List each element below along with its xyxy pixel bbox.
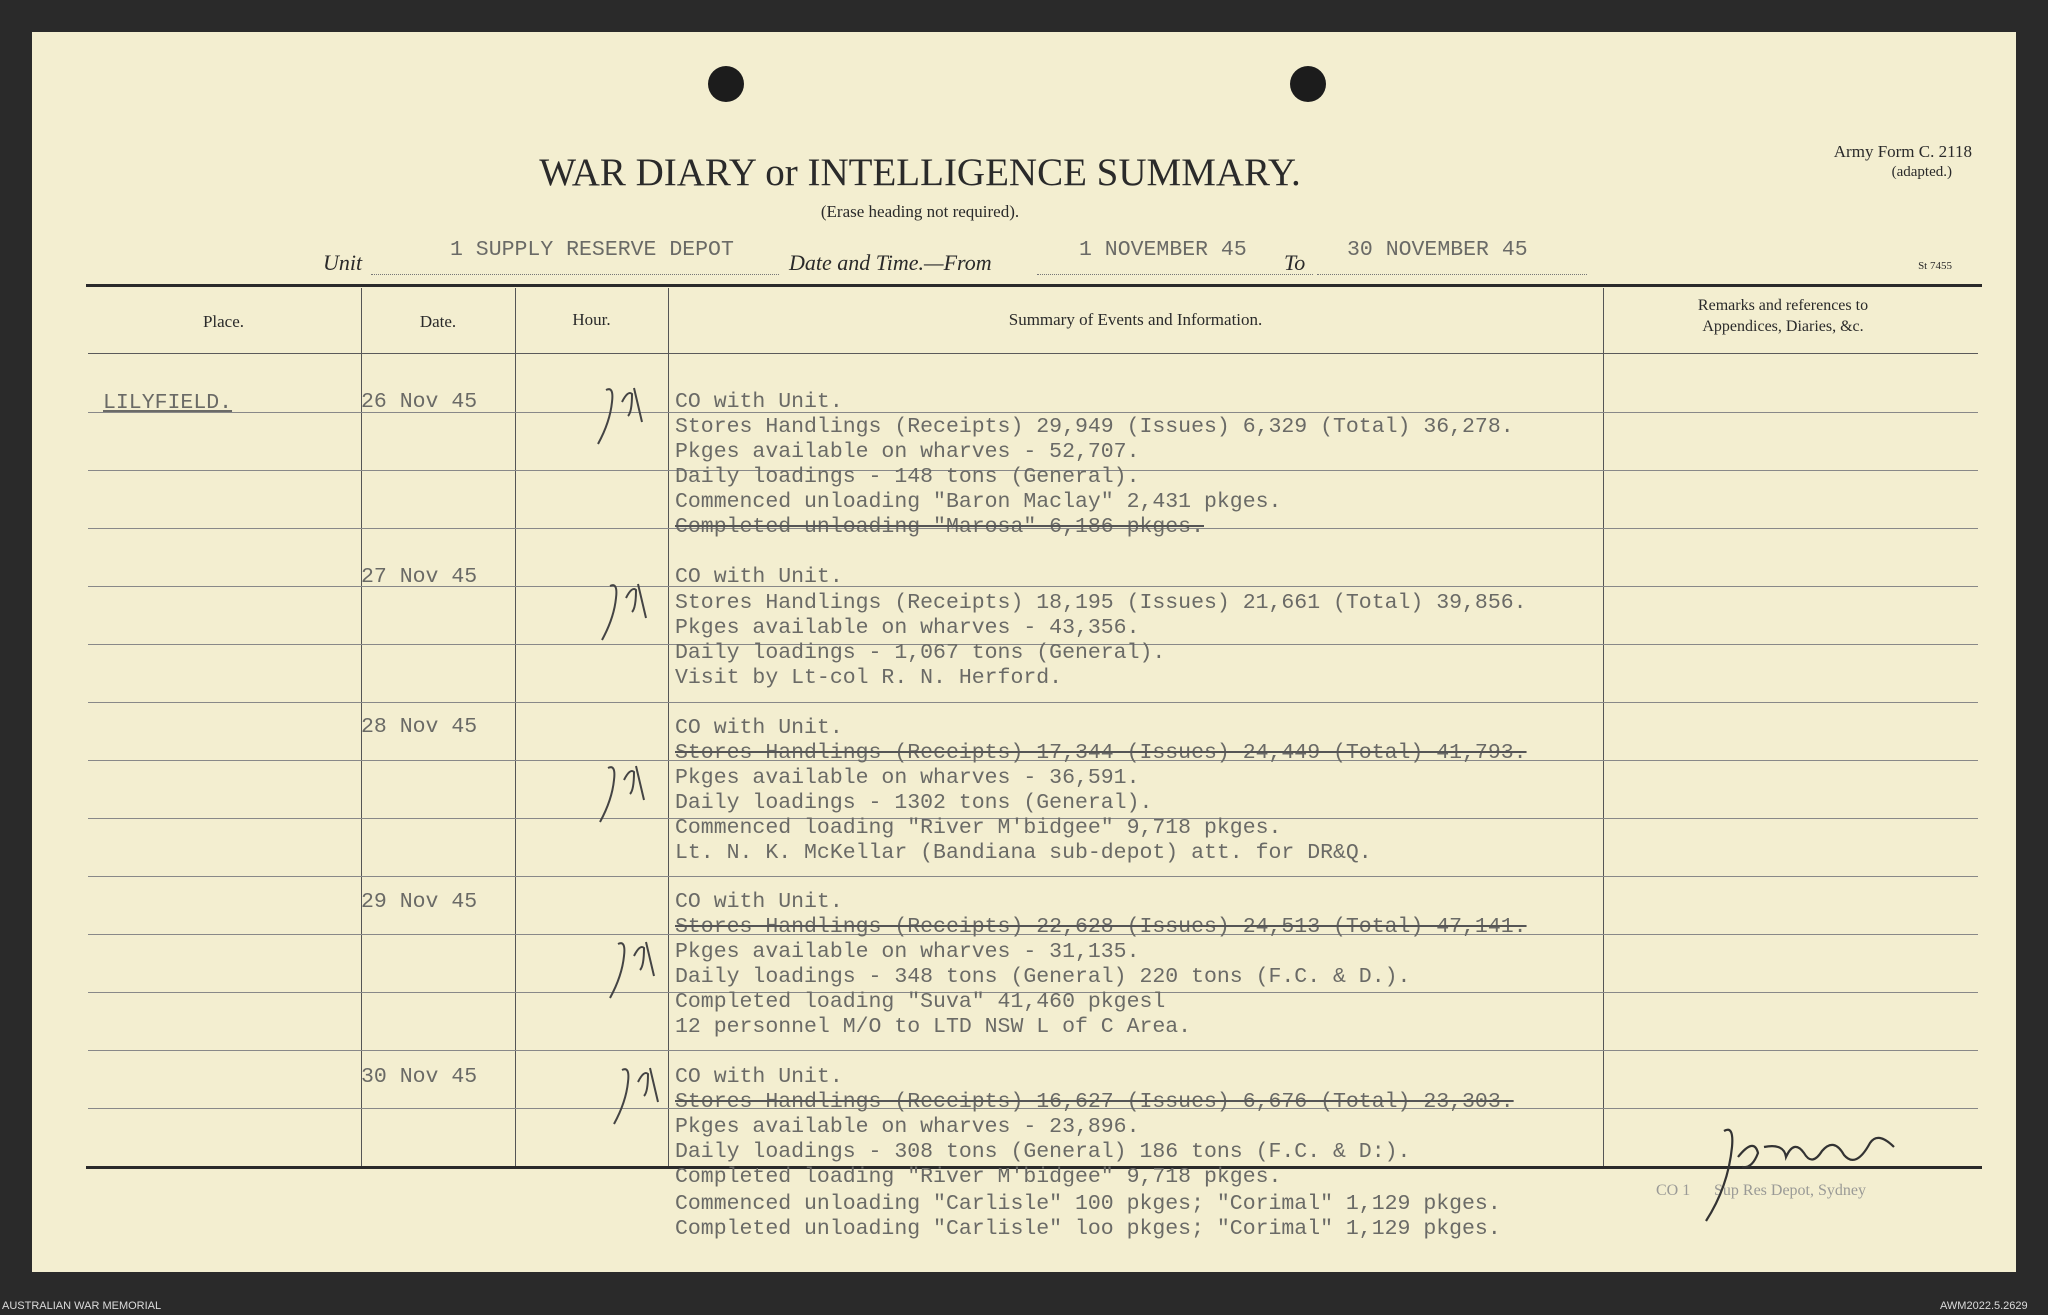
entry-line: Stores Handlings (Receipts) 18,195 (Issues) 21,661 (Total) 39,856. [675,591,1527,615]
entry-date: 29 Nov 45 [361,890,478,914]
place-value: LILYFIELD. [103,391,233,415]
entry-line: Completed loading "Suva" 41,460 pkgesl [675,990,1166,1014]
entry-date: 27 Nov 45 [361,565,478,589]
footer-accession-number: AWM2022.5.2629 [1940,1300,2028,1312]
entry-line: Completed unloading "Marosa" 6,186 pkges. [675,515,1204,539]
page-title: WAR DIARY or INTELLIGENCE SUMMARY. [539,151,1301,194]
entry-line: Completed unloading "Carlisle" loo pkges; "Corimal" 1,129 pkges. [675,1217,1501,1241]
entry-line: Pkges available on wharves - 36,591. [675,766,1140,790]
col-header-place: Place. [202,312,245,331]
entry-line: CO with Unit. [675,565,843,589]
page-subtitle: (Erase heading not required). [820,202,1020,221]
initials-signature [596,578,656,648]
entry-line: Pkges available on wharves - 31,135. [675,940,1140,964]
entry-line: Daily loadings - 148 tons (General). [675,465,1140,489]
date-label: Date and Time.—From [789,250,992,275]
initials-signature [592,382,652,452]
entry-line: Stores Handlings (Receipts) 29,949 (Issues) 6,329 (Total) 36,278. [675,415,1514,439]
table-top-rule [86,284,1982,287]
diary-page [32,32,2016,1272]
entry-line: 12 personnel M/O to LTD NSW L of C Area. [675,1015,1192,1039]
st-number: St 7455 [1918,260,1952,272]
entry-line: Commenced loading "River M'bidgee" 9,718 pkges. [675,816,1282,840]
entry-line: Commenced unloading "Carlisle" 100 pkges; "Corimal" 1,129 pkges. [675,1192,1501,1216]
army-form-adapted: (adapted.) [1891,164,1952,180]
col-divider-hour [668,288,669,1166]
col-divider-summary [1603,288,1604,1166]
to-dotted-line [1317,274,1587,275]
col-header-remarks-1: Remarks and references to [1697,297,1869,314]
initials-signature [604,936,664,1006]
entry-line: Daily loadings - 1302 tons (General). [675,791,1153,815]
col-header-summary: Summary of Events and Information. [1008,310,1263,329]
to-value: 30 NOVEMBER 45 [1347,238,1528,262]
entry-line: Pkges available on wharves - 43,356. [675,616,1140,640]
entry-line: Daily loadings - 348 tons (General) 220 tons (F.C. & D.). [675,965,1411,989]
entry-line: Pkges available on wharves - 52,707. [675,440,1140,464]
unit-dotted-line [371,274,779,275]
to-label: To [1284,250,1306,275]
col-header-date: Date. [419,312,457,331]
entry-date: 30 Nov 45 [361,1065,478,1089]
unit-value: 1 SUPPLY RESERVE DEPOT [450,238,734,262]
stamp-depot: Sup Res Depot, Sydney [1714,1182,1866,1199]
entry-line: Stores Handlings (Receipts) 22,628 (Issues) 24,513 (Total) 47,141. [675,915,1527,939]
col-divider-date [515,288,516,1166]
entry-line: CO with Unit. [675,716,843,740]
entry-line: Completed loading "River M'bidgee" 9,718 pkges. [675,1165,1282,1189]
punch-hole-left [708,66,744,102]
ruled-line [88,876,1978,877]
entry-line: CO with Unit. [675,890,843,914]
punch-hole-right [1290,66,1326,102]
entry-line: Stores Handlings (Receipts) 16,627 (Issues) 6,676 (Total) 23,303. [675,1090,1514,1114]
entry-line: Pkges available on wharves - 23,896. [675,1115,1140,1139]
from-dotted-line [1037,274,1313,275]
initials-signature [594,760,654,830]
col-header-remarks-2: Appendices, Diaries, &c. [1702,318,1864,335]
col-header-hour: Hour. [572,310,611,329]
entry-date: 28 Nov 45 [361,715,478,739]
entry-line: CO with Unit. [675,390,843,414]
entry-line: Daily loadings - 1,067 tons (General). [675,641,1166,665]
from-value: 1 NOVEMBER 45 [1079,238,1247,262]
stamp-co: CO 1 [1656,1182,1691,1199]
ruled-line [88,1050,1978,1051]
ruled-line [88,702,1978,703]
co-signature [1694,1117,1914,1227]
initials-signature [608,1062,668,1132]
entry-line: Lt. N. K. McKellar (Bandiana sub-depot) att. for DR&Q. [675,841,1372,865]
entry-line: Visit by Lt-col R. N. Herford. [675,666,1063,690]
entry-line: Daily loadings - 308 tons (General) 186 tons (F.C. & D:). [675,1140,1411,1164]
entry-line: CO with Unit. [675,1065,843,1089]
entry-date: 26 Nov 45 [361,390,478,414]
header-underline [88,353,1978,354]
entry-line: Stores Handlings (Receipts) 17,344 (Issues) 24,449 (Total) 41,793. [675,741,1527,765]
army-form-number: Army Form C. 2118 [1833,142,1972,161]
unit-label: Unit [323,250,363,275]
entry-line: Commenced unloading "Baron Maclay" 2,431 pkges. [675,490,1282,514]
footer-archive-name: AUSTRALIAN WAR MEMORIAL [2,1300,162,1312]
